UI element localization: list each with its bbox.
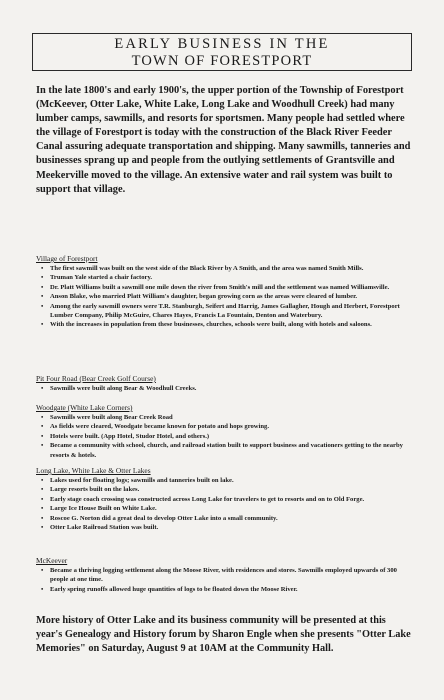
bullet-list <box>36 566 412 594</box>
list-item: • The first sawmill was built on the west side of the Black River by A Smith, and the area was named Smith Mills. <box>50 264 412 273</box>
section-heading: Long Lake, White Lake & Otter Lakes <box>36 466 151 475</box>
section-village-of-forestport <box>36 254 412 330</box>
section-heading: Village of Forestport <box>36 254 98 263</box>
list-item: • Truman Yale started a chair factory. <box>50 273 412 282</box>
list-item: • Otter Lake Railroad Station was built. <box>50 523 412 532</box>
section-heading-name: Woodgate <box>36 403 66 412</box>
intro-paragraph: In the late 1800's and early 1900's, the upper portion of the Township of Forestport (McKeever, Otter Lake, White Lake, Long Lake and Woodhull Creek) had many lumber camps, sawmills, and resorts for sportsmen. Many people had settled where the village of Forestport is today with the construction of the Black River Feeder Canal assuring adequate transportation and shipping. Many sawmills, tanneries and businesses sprang up and people from the outlying settlements of Grantsville and Meekerville moved to the village. An extensive water and rail system was built to support that village. <box>36 85 411 195</box>
section-long-white-otter-lakes <box>36 466 412 532</box>
section-woodgate <box>36 403 412 460</box>
list-item: • Large Ice House Built on White Lake. <box>50 504 412 513</box>
list-item: • Early spring runoffs allowed huge quantities of logs to be floated down the Moose River. <box>50 585 412 594</box>
list-item: • Lakes used for floating logs; sawmills and tanneries built on lake. <box>50 476 412 485</box>
closing-paragraph: More history of Otter Lake and its business community will be presented at this year's Genealogy and History forum by Sharon Engle when she presents "Otter Lake Memories" on Saturday, August 9 at 10AM at the Community Hall. <box>36 615 411 654</box>
title-line-2: TOWN OF FORESTPORT <box>131 53 313 69</box>
section-mckeever <box>36 556 412 594</box>
list-item: • As fields were cleared, Woodgate became known for potato and hops growing. <box>50 422 412 431</box>
bullet-list <box>36 264 412 330</box>
list-item: • Dr. Platt Williams built a sawmill one mile down the river from Smith's mill and the settlement was named Williamsville. <box>50 283 412 292</box>
bullet-list <box>36 413 412 460</box>
section-heading <box>36 374 412 384</box>
list-item: • Anson Blake, who married Platt William's daughter, began growing corn as the areas were cleared of lumber. <box>50 292 412 301</box>
list-item: • Large resorts built on the lakes. <box>50 485 412 494</box>
title-line-1: EARLY BUSINESS IN THE <box>114 36 330 52</box>
section-heading: McKeever <box>36 556 68 565</box>
title-box <box>32 33 412 71</box>
bullet-list <box>36 384 412 393</box>
list-item: • Sawmills were built along Bear Creek Road <box>50 413 412 422</box>
bullet-list <box>36 476 412 532</box>
list-item: • Became a thriving logging settlement along the Moose River, with residences and stores. Sawmills employed upwards of 300 people at one time. <box>50 566 412 585</box>
section-heading <box>36 403 412 413</box>
list-item: • Sawmills were built along Bear & Woodhull Creeks. <box>50 384 412 393</box>
section-heading-suffix: (Bear Creek Golf Course) <box>77 374 156 383</box>
section-heading-name: Pit Four Road <box>36 374 78 383</box>
list-item: • Hotels were built. (App Hotel, Studor Hotel, and others.) <box>50 432 412 441</box>
list-item: • Became a community with school, church, and railroad station built to support business and vacationers getting to the nearby resorts & hotels. <box>50 441 412 460</box>
section-pit-four-road <box>36 374 412 393</box>
list-item: • Among the early sawmill owners were T.R. Stanburgh, Seifert and Harrig, James Gallagher, Hough and Herbert, Forestport Lumber Company, Philip McGuire, Chares Hayes, Francis La Fountain, Denton and Waterbury. <box>50 302 412 321</box>
list-item: • With the increases in population from these businesses, churches, schools were built, along with hotels and saloons. <box>50 320 412 329</box>
list-item: • Early stage coach crossing was constructed across Long Lake for travelers to get to resorts and on to Old Forge. <box>50 495 412 504</box>
list-item: • Roscoe G. Norton did a great deal to develop Otter Lake into a small community. <box>50 514 412 523</box>
section-heading-suffix: (White Lake Corners) <box>65 403 133 412</box>
